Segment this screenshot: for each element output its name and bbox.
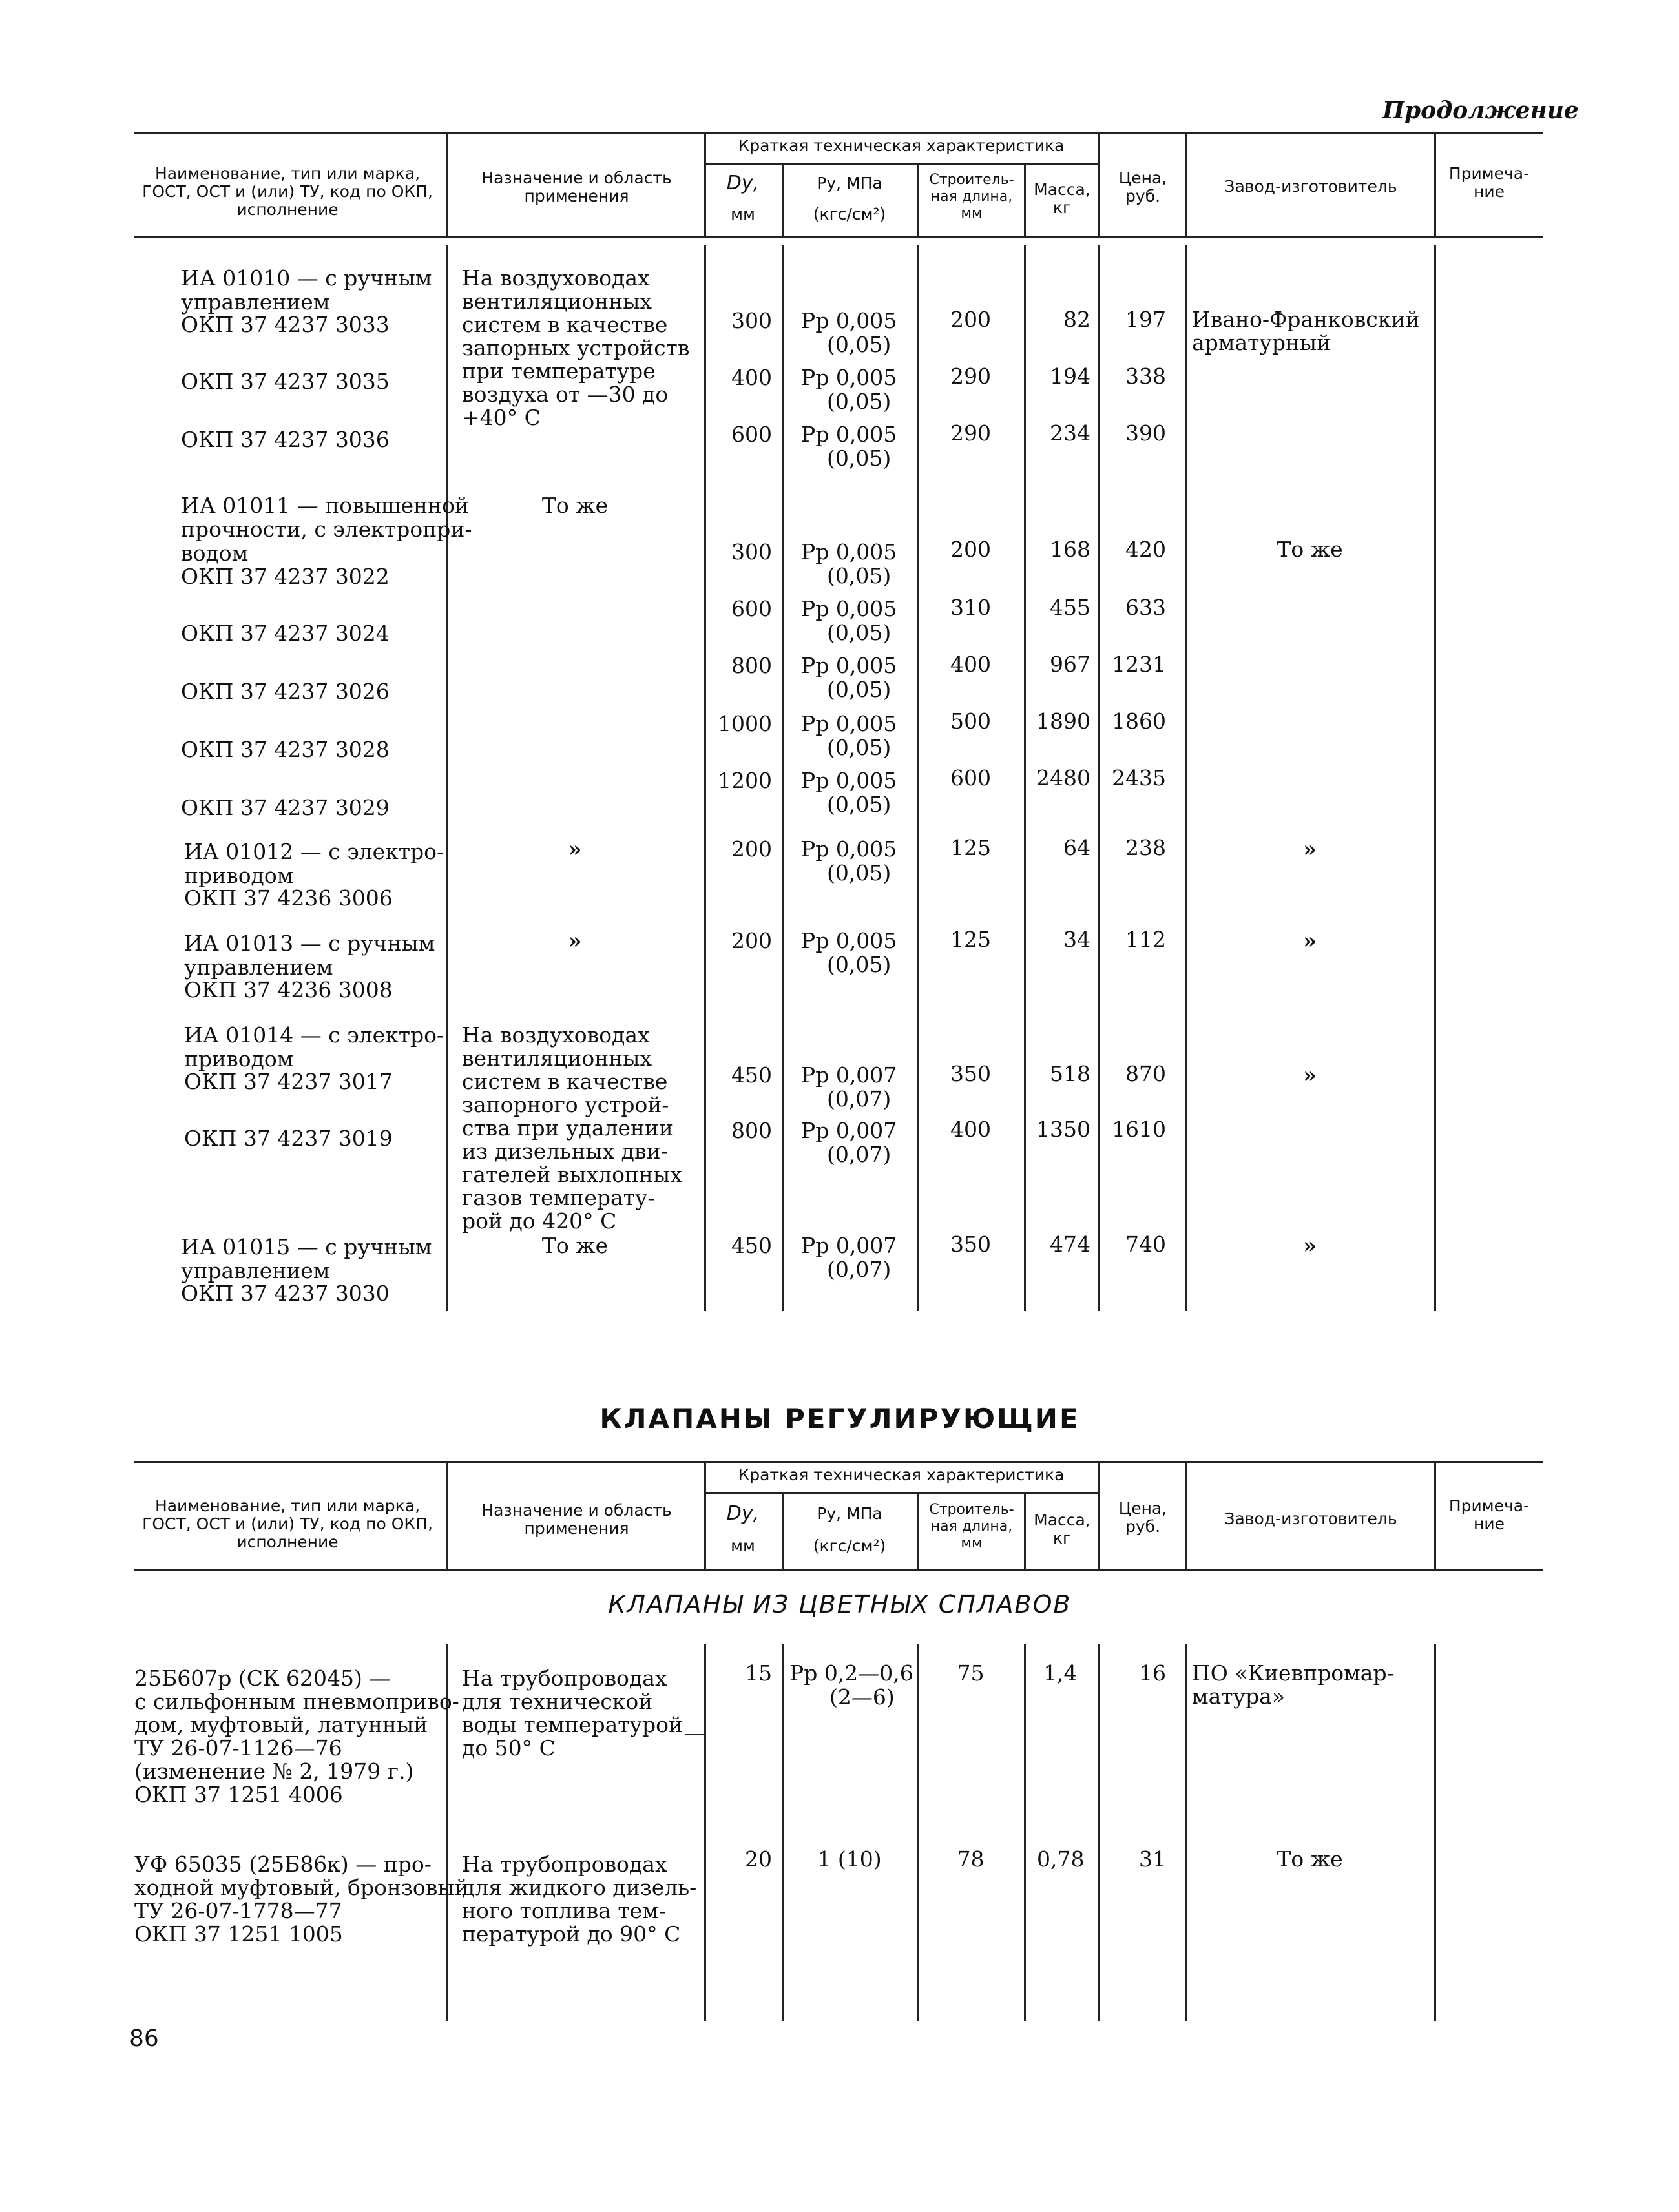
pressure-cell xyxy=(801,837,897,885)
purpose-text: На трубопроводах xyxy=(462,1852,667,1877)
dy-value: 800 xyxy=(731,653,772,678)
purpose-text: На воздуховодах xyxy=(462,1022,650,1048)
item-name: дом, муфтовый, латунный xyxy=(134,1712,428,1737)
mass-value: 474 xyxy=(1050,1232,1090,1257)
item-name: водом xyxy=(181,541,249,566)
page-number: 86 xyxy=(129,2025,159,2052)
price-value: 633 xyxy=(1125,595,1166,620)
header-note: Примеча-ние xyxy=(1448,1496,1530,1533)
dy-value: 450 xyxy=(731,1233,772,1258)
mass-value: 1350 xyxy=(1036,1117,1090,1142)
price-value: 238 xyxy=(1125,835,1166,860)
maker-text: матура» xyxy=(1192,1684,1286,1709)
length-value: 200 xyxy=(950,537,991,562)
rule xyxy=(1185,132,1187,236)
length-value: 125 xyxy=(950,927,991,952)
rule xyxy=(782,1644,784,2021)
pressure-kgf: (0,07) xyxy=(827,1257,892,1282)
pressure-kgf: (0,05) xyxy=(827,677,892,702)
length-value: 350 xyxy=(950,1232,991,1257)
purpose-text: систем в качестве xyxy=(462,1069,668,1094)
rule xyxy=(1098,1644,1100,2021)
mass-value: 2480 xyxy=(1036,765,1090,791)
price-value: 1610 xyxy=(1112,1117,1166,1142)
pressure-kgf: (2—6) xyxy=(829,1684,895,1710)
header-mass: Масса, кг xyxy=(1034,180,1090,217)
purpose-text: запорного устрой- xyxy=(462,1092,669,1117)
pressure-cell xyxy=(801,366,897,413)
maker-text: ПО «Киевпромар- xyxy=(1192,1660,1394,1686)
mass-value: 967 xyxy=(1050,652,1090,677)
pressure-cell xyxy=(801,1234,897,1281)
pressure-kgf: (0,05) xyxy=(827,860,892,885)
rule xyxy=(1434,245,1436,1311)
dy-value: 300 xyxy=(731,539,772,564)
price-value: 870 xyxy=(1125,1061,1166,1086)
pressure-value: Pр 0,007 xyxy=(801,1118,897,1143)
pressure-value: 1 (10) xyxy=(817,1846,882,1872)
pressure-cell xyxy=(801,712,897,760)
okp-code: ОКП 37 4237 3033 xyxy=(181,312,390,337)
dy-value: 200 xyxy=(731,928,772,953)
ditto-mark: » xyxy=(568,928,582,953)
pressure-kgf: (0,05) xyxy=(827,952,892,977)
price-value: 112 xyxy=(1125,927,1166,952)
rule xyxy=(134,132,1543,134)
dy-value: 600 xyxy=(731,422,772,447)
ditto-mark: » xyxy=(1303,836,1317,862)
pressure-kgf: (0,05) xyxy=(827,563,892,588)
purpose-text: запорных устройств xyxy=(462,335,690,360)
pressure-value: Pр 0,2—0,6 xyxy=(789,1660,913,1686)
price-value: 16 xyxy=(1139,1660,1166,1686)
rule xyxy=(446,245,448,1311)
purpose-text: +40° С xyxy=(462,405,541,430)
okp-code: ОКП 37 4237 3029 xyxy=(181,795,390,820)
dy-value: 200 xyxy=(731,836,772,862)
header-price: Цена, руб. xyxy=(1118,1499,1167,1536)
rule xyxy=(685,1734,704,1735)
pressure-value: Pр 0,007 xyxy=(801,1233,897,1258)
purpose-text: газов температу- xyxy=(462,1185,655,1210)
item-name: ходной муфтовый, бронзовый xyxy=(134,1875,469,1900)
item-name: ИА 01015 — с ручным xyxy=(181,1234,432,1259)
length-value: 200 xyxy=(950,307,991,332)
okp-code: ОКП 37 4237 3035 xyxy=(181,369,390,394)
dy-value: 300 xyxy=(731,308,772,333)
purpose-text: гателей выхлопных xyxy=(462,1162,682,1187)
length-value: 350 xyxy=(950,1061,991,1086)
price-value: 338 xyxy=(1125,364,1166,389)
maker-text: То же xyxy=(1277,1846,1343,1872)
rule xyxy=(704,1644,706,2021)
rule xyxy=(446,132,448,236)
pressure-value: Pр 0,005 xyxy=(801,308,897,333)
header-price: Цена, руб. xyxy=(1118,169,1167,205)
rule xyxy=(1434,1644,1436,2021)
purpose-text: воды температурой xyxy=(462,1712,683,1737)
pressure-value: Pр 0,005 xyxy=(801,711,897,736)
pressure-value: Pр 0,005 xyxy=(801,596,897,621)
length-value: 290 xyxy=(950,420,991,446)
okp-code: ОКП 37 4237 3024 xyxy=(181,621,390,646)
purpose-text: рой до 420° С xyxy=(462,1208,617,1234)
rule xyxy=(446,1461,448,1569)
dy-value: 800 xyxy=(731,1118,772,1143)
pressure-cell xyxy=(801,422,897,470)
pressure-value: Pр 0,005 xyxy=(801,928,897,953)
header-note: Примеча-ние xyxy=(1448,164,1530,201)
okp-code: ОКП 37 4236 3006 xyxy=(184,885,393,911)
rule xyxy=(1098,245,1100,1311)
section-title: КЛАПАНЫ РЕГУЛИРУЮЩИЕ xyxy=(600,1403,1080,1434)
mass-value: 194 xyxy=(1050,364,1090,389)
rule xyxy=(1185,245,1187,1311)
purpose-text: ного топлива тем- xyxy=(462,1898,666,1923)
header-py: Pу, МПа xyxy=(817,174,882,192)
mass-value: 0,78 xyxy=(1037,1846,1085,1872)
item-name: ИА 01012 — с электро- xyxy=(184,839,444,864)
item-name: УФ 65035 (25Б86к) — про- xyxy=(134,1852,432,1877)
mass-value: 64 xyxy=(1063,835,1090,860)
header-py: Pу, МПа xyxy=(817,1504,882,1523)
item-name: ИА 01011 — повышенной xyxy=(181,493,469,518)
ditto-mark: » xyxy=(568,836,582,862)
price-value: 740 xyxy=(1125,1232,1166,1257)
purpose-text: до 50° С xyxy=(462,1735,556,1761)
dy-value: 1000 xyxy=(718,711,772,736)
header-length: Строитель-ная длина, мм xyxy=(929,172,1014,222)
rule xyxy=(1024,1644,1026,2021)
rule xyxy=(917,1492,919,1569)
dy-value: 450 xyxy=(731,1062,772,1088)
header-purpose: Назначение и область применения xyxy=(481,1501,672,1538)
rule xyxy=(1098,1461,1100,1569)
maker-text: То же xyxy=(1277,537,1343,562)
length-value: 310 xyxy=(950,595,991,620)
dy-value: 15 xyxy=(745,1660,772,1686)
header-purpose: Назначение и область применения xyxy=(481,169,672,205)
mass-value: 82 xyxy=(1063,307,1090,332)
purpose-text: для жидкого дизель- xyxy=(462,1875,697,1900)
pressure-cell xyxy=(801,929,897,977)
item-name: с сильфонным пневмоприво- xyxy=(134,1689,459,1714)
header-length: Строитель-ная длина, мм xyxy=(929,1502,1014,1551)
pressure-cell xyxy=(801,1063,897,1111)
rule xyxy=(917,163,919,236)
pressure-cell xyxy=(801,1119,897,1166)
purpose-text: ства при удалении xyxy=(462,1115,673,1141)
pressure-value: Pр 0,005 xyxy=(801,539,897,564)
pressure-value: Pр 0,005 xyxy=(801,653,897,678)
pressure-value: Pр 0,005 xyxy=(801,836,897,862)
item-name: управлением xyxy=(181,289,330,315)
header-name: Наименование, тип или марка, ГОСТ, ОСТ и (или) ТУ, код по ОКП, исполнение xyxy=(142,164,433,219)
purpose-text: То же xyxy=(541,493,609,518)
pressure-cell xyxy=(789,1661,913,1709)
purpose-text: вентиляционных xyxy=(462,289,652,314)
item-name: приводом xyxy=(184,863,294,888)
header-tech: Краткая техническая характеристика xyxy=(738,1465,1065,1484)
rule xyxy=(1024,163,1026,236)
length-value: 400 xyxy=(950,652,991,677)
pressure-cell xyxy=(801,654,897,701)
maker-text: Ивано-Франковский xyxy=(1192,307,1420,332)
pressure-kgf: (0,05) xyxy=(827,446,892,471)
rule xyxy=(1434,1461,1436,1569)
length-value: 600 xyxy=(950,765,991,791)
length-value: 400 xyxy=(950,1117,991,1142)
rule xyxy=(917,1644,919,2021)
okp-code: ОКП 37 4237 3019 xyxy=(184,1126,393,1151)
header-tech: Краткая техническая характеристика xyxy=(738,136,1065,155)
subsection-title: КЛАПАНЫ ИЗ ЦВЕТНЫХ СПЛАВОВ xyxy=(608,1590,1072,1618)
continuation-label: Продолжение xyxy=(1382,97,1579,124)
price-value: 1860 xyxy=(1112,708,1166,734)
pressure-kgf: (0,05) xyxy=(827,620,892,645)
length-value: 500 xyxy=(950,708,991,734)
rule xyxy=(1024,245,1026,1311)
mass-value: 455 xyxy=(1050,595,1090,620)
item-name: ИА 01013 — с ручным xyxy=(184,931,435,956)
okp-code: ОКП 37 4237 3028 xyxy=(181,737,390,762)
rule xyxy=(1185,1644,1187,2021)
okp-code: ОКП 37 4237 3017 xyxy=(184,1069,393,1094)
header-py-unit: (кгс/см²) xyxy=(813,205,886,223)
purpose-text: вентиляционных xyxy=(462,1046,652,1071)
header-dy: Dу, xyxy=(726,1502,760,1525)
maker-text: арматурный xyxy=(1192,330,1331,355)
header-mass: Масса, кг xyxy=(1034,1511,1090,1547)
pressure-kgf: (0,07) xyxy=(827,1142,892,1167)
rule xyxy=(917,245,919,1311)
okp-code: ОКП 37 4237 3026 xyxy=(181,679,390,704)
mass-value: 168 xyxy=(1050,537,1090,562)
pressure-cell xyxy=(801,309,897,357)
length-value: 78 xyxy=(957,1846,985,1872)
rule xyxy=(134,1569,1543,1571)
ditto-mark: » xyxy=(1303,1233,1317,1258)
dy-value: 600 xyxy=(731,596,772,621)
header-dy-unit: мм xyxy=(731,205,755,223)
dy-value: 20 xyxy=(745,1846,772,1872)
pressure-kgf: (0,05) xyxy=(827,332,892,357)
okp-code: ОКП 37 1251 1005 xyxy=(134,1921,343,1947)
length-value: 125 xyxy=(950,835,991,860)
rule xyxy=(704,132,706,236)
pressure-kgf: (0,05) xyxy=(827,792,892,817)
pressure-kgf: (0,05) xyxy=(827,735,892,760)
price-value: 390 xyxy=(1125,420,1166,446)
price-value: 420 xyxy=(1125,537,1166,562)
price-value: 31 xyxy=(1139,1846,1166,1872)
purpose-text: То же xyxy=(541,1233,609,1258)
price-value: 197 xyxy=(1125,307,1166,332)
okp-code: ОКП 37 4237 3022 xyxy=(181,564,390,589)
price-value: 2435 xyxy=(1112,765,1166,791)
rule xyxy=(1434,132,1436,236)
item-name: управлением xyxy=(184,955,333,980)
purpose-text: при температуре xyxy=(462,358,656,384)
purpose-text: из дизельных дви- xyxy=(462,1139,668,1164)
length-value: 75 xyxy=(957,1660,985,1686)
pressure-value: Pр 0,005 xyxy=(801,365,897,390)
purpose-text: пературой до 90° С xyxy=(462,1921,681,1947)
pressure-cell xyxy=(801,540,897,588)
rule xyxy=(704,1461,706,1569)
okp-code: ОКП 37 4236 3008 xyxy=(184,977,393,1002)
price-value: 1231 xyxy=(1112,652,1166,677)
rule xyxy=(704,163,1098,165)
purpose-text: систем в качестве xyxy=(462,312,668,337)
pressure-kgf: (0,05) xyxy=(827,389,892,414)
rule xyxy=(1098,132,1100,236)
rule xyxy=(134,236,1543,238)
ditto-mark: » xyxy=(1303,928,1317,953)
item-name: приводом xyxy=(184,1046,294,1071)
item-name: (изменение № 2, 1979 г.) xyxy=(134,1759,414,1784)
rule xyxy=(782,245,784,1311)
okp-code: ОКП 37 1251 4006 xyxy=(134,1782,343,1807)
purpose-text: На воздуховодах xyxy=(462,265,650,291)
item-name: ИА 01010 — с ручным xyxy=(181,265,432,291)
item-name: управлением xyxy=(181,1258,330,1283)
mass-value: 34 xyxy=(1063,927,1090,952)
okp-code: ОКП 37 4237 3036 xyxy=(181,427,390,452)
pressure-value: Pр 0,005 xyxy=(801,422,897,447)
mass-value: 1,4 xyxy=(1043,1660,1078,1686)
pressure-value: Pр 0,007 xyxy=(801,1062,897,1088)
header-py-unit: (кгс/см²) xyxy=(813,1536,886,1555)
rule xyxy=(1024,1492,1026,1569)
header-maker: Завод-изготовитель xyxy=(1224,1509,1397,1528)
rule xyxy=(704,1492,1098,1494)
pressure-kgf: (0,07) xyxy=(827,1086,892,1111)
item-name: 25Б607р (СК 62045) — xyxy=(134,1666,391,1691)
header-dy: Dу, xyxy=(726,172,760,194)
item-name: прочности, с электропри- xyxy=(181,517,472,542)
rule xyxy=(704,245,706,1311)
ditto-mark: » xyxy=(1303,1062,1317,1088)
dy-value: 400 xyxy=(731,365,772,390)
length-value: 290 xyxy=(950,364,991,389)
purpose-text: На трубопроводах xyxy=(462,1666,667,1691)
purpose-text: воздуха от —30 до xyxy=(462,382,669,407)
rule xyxy=(1185,1461,1187,1569)
rule xyxy=(782,1492,784,1569)
header-name: Наименование, тип или марка, ГОСТ, ОСТ и (или) ТУ, код по ОКП, исполнение xyxy=(142,1496,433,1551)
purpose-text: для технической xyxy=(462,1689,653,1714)
item-name: ТУ 26-07-1126—76 xyxy=(134,1735,342,1761)
mass-value: 1890 xyxy=(1036,708,1090,734)
header-dy-unit: мм xyxy=(731,1536,755,1555)
pressure-cell xyxy=(801,769,897,816)
pressure-cell xyxy=(801,597,897,645)
pressure-value: Pр 0,005 xyxy=(801,768,897,793)
rule xyxy=(782,163,784,236)
rule xyxy=(134,1461,1543,1463)
item-name: ТУ 26-07-1778—77 xyxy=(134,1898,342,1923)
header-maker: Завод-изготовитель xyxy=(1224,177,1397,196)
mass-value: 518 xyxy=(1050,1061,1090,1086)
item-name: ИА 01014 — с электро- xyxy=(184,1022,444,1048)
dy-value: 1200 xyxy=(718,768,772,793)
okp-code: ОКП 37 4237 3030 xyxy=(181,1281,390,1306)
mass-value: 234 xyxy=(1050,420,1090,446)
